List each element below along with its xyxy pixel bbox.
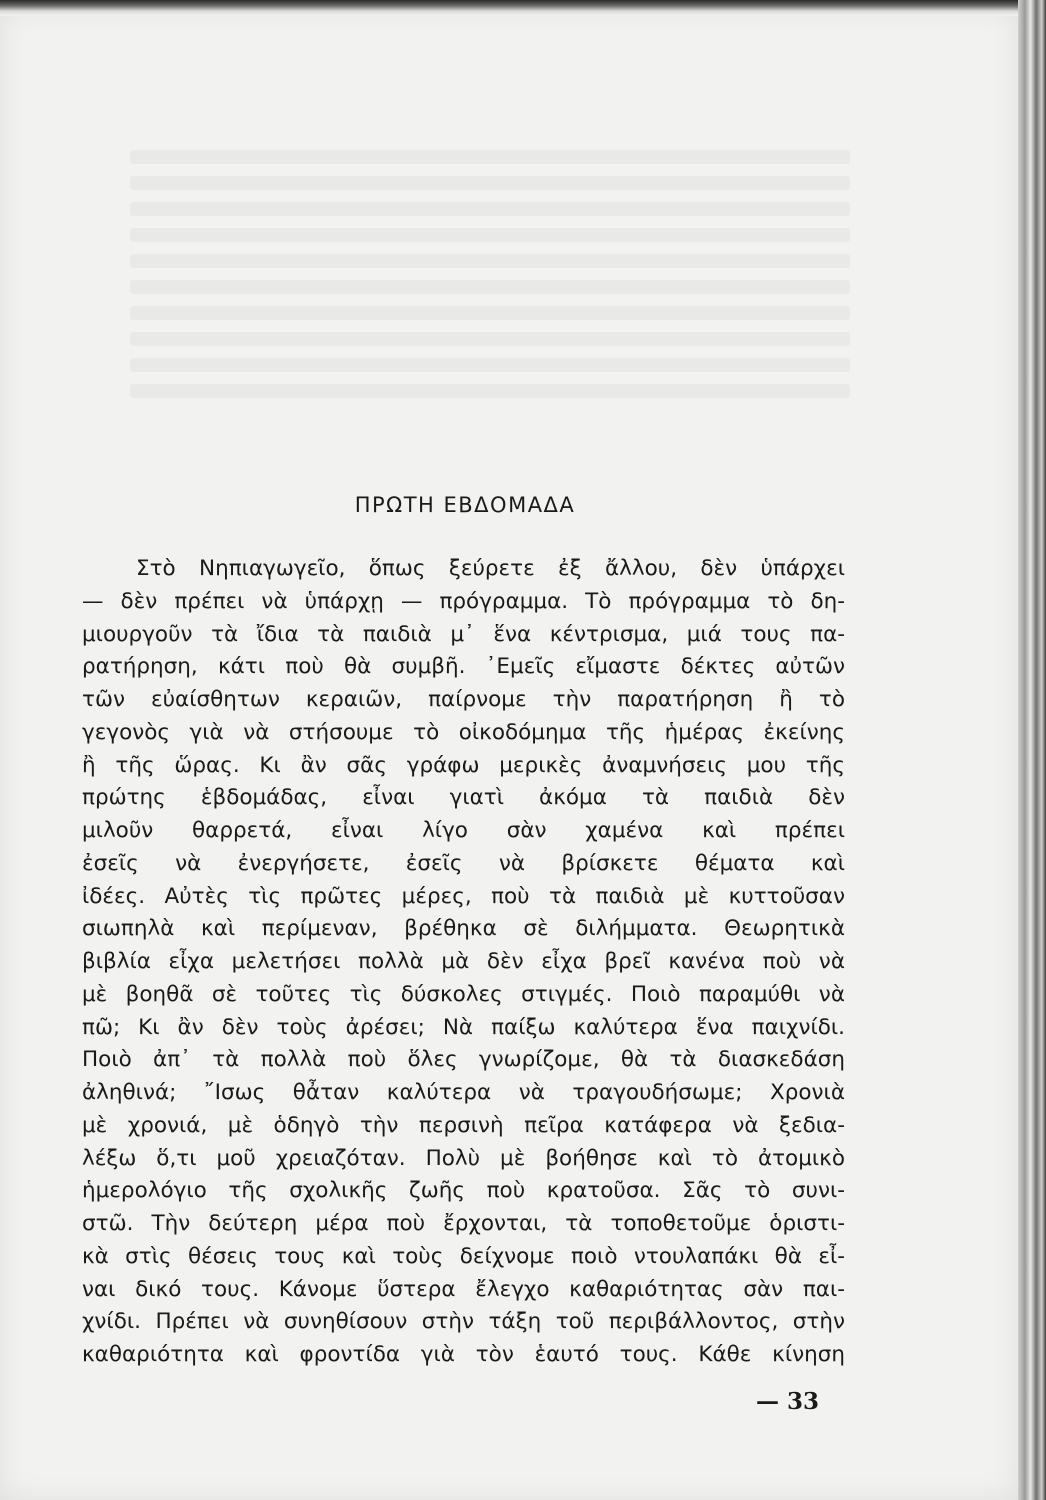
page-number: — 33 [756, 1388, 820, 1415]
chapter-heading: ΠΡΩΤΗ ΕΒΔΟΜΑΔΑ [354, 493, 576, 517]
text-line: βιβλία εἶχα μελετήσει πολλὰ μὰ δὲν εἶχα βρεῖ κανένα ποὺ νὰ [82, 949, 845, 974]
page-right-edge [1018, 0, 1046, 1500]
text-line: μιουργοῦν τὰ ἴδια τὰ παιδιὰ μ᾿ ἕνα κέντρισμα, μιά τους πα- [82, 621, 845, 647]
text-line: ἀληθινά; ῎Ισως θἆταν καλύτερα νὰ τραγουδήσωμε; Χρονιὰ [82, 1080, 845, 1105]
text-line: ἐσεῖς νὰ ἐνεργήσετε, ἐσεῖς νὰ βρίσκετε θέματα καὶ [82, 850, 845, 876]
text-line: ρατήρηση, κάτι ποὺ θὰ συμβῆ. ᾿Εμεῖς εἴμαστε δέκτες αὐτῶν [82, 654, 845, 680]
text-line: Ποιὸ ἀπ᾿ τὰ πολλὰ ποὺ ὅλες γνωρίζομε, θὰ τὰ διασκεδάση [82, 1047, 845, 1073]
text-line: — δὲν πρέπει νὰ ὑπάρχῃ — πρόγραμμα. Τὸ πρόγραμμα τὸ δη- [82, 588, 845, 614]
bleed-through-texture [130, 138, 850, 478]
text-line: ναι δικό τους. Κάνομε ὕστερα ἔλεγχο καθαριότητας σὰν παι- [82, 1276, 845, 1302]
body-text [82, 553, 845, 1372]
text-line: στῶ. Τὴν δεύτερη μέρα ποὺ ἔρχονται, τὰ τοποθετοῦμε ὁριστι- [82, 1211, 845, 1236]
text-line: ἢ τῆς ὥρας. Κι ἂν σᾶς γράφω μερικὲς ἀναμνήσεις μου τῆς [82, 752, 845, 778]
text-line: κὰ στὶς θέσεις τους καὶ τοὺς δείχνομε ποιὸ ντουλαπάκι θὰ εἶ- [82, 1243, 845, 1269]
text-line: μὲ χρονιά, μὲ ὁδηγὸ τὴν περσινὴ πεῖρα κατάφερα νὰ ξεδια- [82, 1112, 845, 1138]
page-top-edge [0, 0, 1046, 16]
text-line: ἰδέες. Αὐτὲς τὶς πρῶτες μέρες, ποὺ τὰ παιδιὰ μὲ κυττοῦσαν [82, 883, 845, 909]
text-line: μιλοῦν θαρρετά, εἶναι λίγο σὰν χαμένα καὶ πρέπει [82, 818, 845, 843]
text-line: χνίδι. Πρέπει νὰ συνηθίσουν στὴν τάξη τοῦ περιβάλλοντος, στὴν [82, 1309, 845, 1335]
text-line: σιωπηλὰ καὶ περίμεναν, βρέθηκα σὲ διλήμματα. Θεωρητικὰ [82, 916, 845, 942]
text-line: γεγονὸς γιὰ νὰ στήσουμε τὸ οἰκοδόμημα τῆς ἡμέρας ἐκείνης [82, 719, 845, 745]
text-line: τῶν εὐαίσθητων κεραιῶν, παίρνομε τὴν παρατήρηση ἢ τὸ [82, 687, 845, 712]
text-line: ἡμερολόγιο τῆς σχολικῆς ζωῆς ποὺ κρατοῦσα. Σᾶς τὸ συνι- [82, 1178, 845, 1204]
text-line: πῶ; Κι ἂν δὲν τοὺς ἀρέσει; Νὰ παίξω καλύτερα ἕνα παιχνίδι. [82, 1014, 845, 1040]
text-line: Στὸ Νηπιαγωγεῖο, ὅπως ξεύρετε ἐξ ἄλλου, δὲν ὑπάρχει [136, 556, 845, 581]
text-line: καθαριότητα καὶ φροντίδα γιὰ τὸν ἑαυτό τους. Κάθε κίνηση [82, 1342, 845, 1367]
text-line: μὲ βοηθᾶ σὲ τοῦτες τὶς δύσκολες στιγμές. Ποιὸ παραμύθι νὰ [82, 981, 845, 1007]
text-line: πρώτης ἑβδομάδας, εἶναι γιατὶ ἀκόμα τὰ παιδιὰ δὲν [82, 785, 845, 811]
text-line: λέξω ὅ,τι μοῦ χρειαζόταν. Πολὺ μὲ βοήθησε καὶ τὸ ἀτομικὸ [82, 1145, 845, 1171]
